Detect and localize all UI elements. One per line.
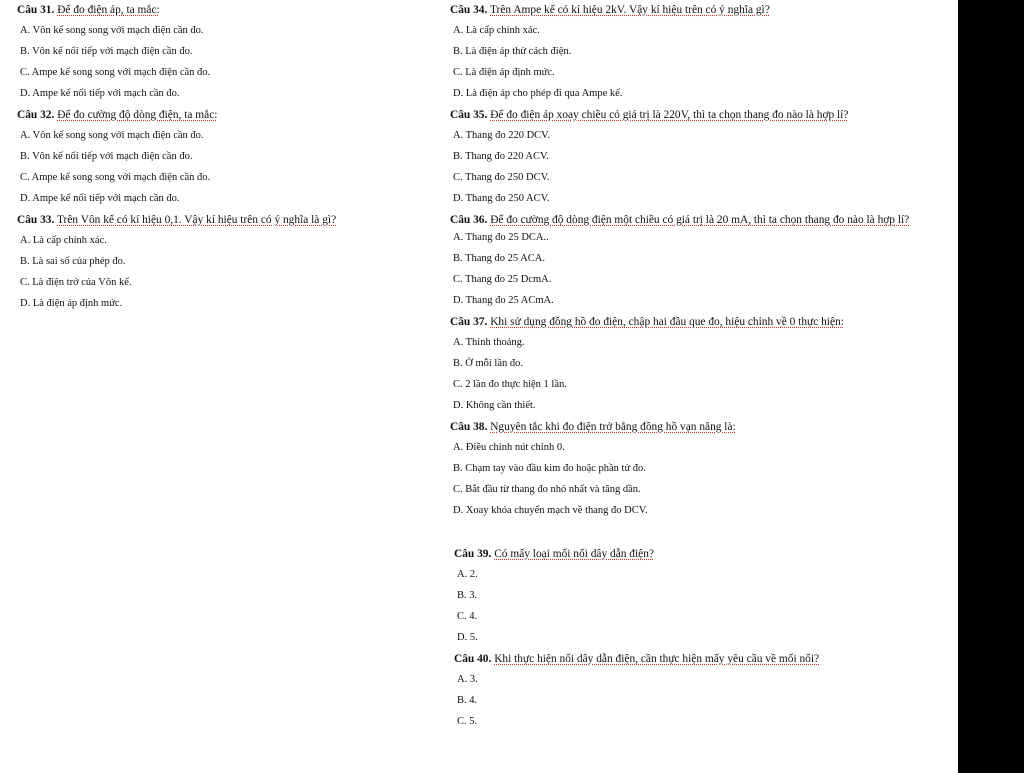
answer-option: C. 5. (457, 716, 478, 727)
answer-option: B. 4. (457, 695, 478, 706)
answer-option: C. Bắt đầu từ thang đo nhỏ nhất và tăng dần. (453, 484, 641, 495)
question-text: Khi thực hiện nối dây dẫn điện, cần thực hiện mấy yêu cầu về mối nối? (494, 653, 820, 665)
answer-option: D. Ampe kế nối tiếp với mạch cần đo. (20, 88, 180, 99)
answer-option: B. Vôn kế nối tiếp với mạch điện cần đo. (20, 151, 193, 162)
question-heading (450, 3, 950, 17)
question-number: Câu 38. (450, 421, 488, 433)
answer-option: C. Thang đo 250 DCV. (453, 172, 550, 183)
answer-option: A. Điều chỉnh nút chỉnh 0. (453, 442, 565, 453)
answer-option: A. Thang đo 25 DCA.. (453, 232, 549, 243)
answer-option: B. 3. (457, 590, 478, 601)
question-33 (17, 213, 437, 311)
right-margin-bar (958, 0, 1024, 773)
question-number: Câu 31. (17, 4, 55, 16)
answer-option: A. Vôn kế song song với mạch điện cần đo. (20, 130, 204, 141)
question-number: Câu 34. (450, 4, 488, 16)
answer-option: A. Thỉnh thoảng. (453, 337, 525, 348)
question-text: Khi sử dụng đồng hồ đo điện, chập hai đầu que đo, hiệu chỉnh về 0 thực hiện: (490, 316, 844, 328)
answer-option: C. Là điện áp định mức. (453, 67, 555, 78)
question-heading (454, 547, 950, 561)
question-heading (17, 3, 437, 17)
question-heading (450, 420, 950, 434)
question-heading (17, 108, 437, 122)
question-text: Trên Ampe kế có kí hiệu 2kV. Vậy kí hiệu trên có ý nghĩa gì? (490, 4, 770, 16)
question-text: Trên Vôn kế có kí hiệu 0,1. Vậy kí hiệu trên có ý nghĩa là gì? (57, 214, 337, 226)
left-column (17, 3, 437, 318)
answer-option: B. Thang đo 25 ACA. (453, 253, 545, 264)
question-35 (450, 108, 950, 206)
question-text: Nguyên tắc khi đo điện trở bằng đồng hồ vạn năng là: (490, 421, 736, 433)
answer-option: C. Thang đo 25 DcmA. (453, 274, 552, 285)
question-heading (454, 652, 950, 666)
answer-option: A. Là cấp chính xác. (20, 235, 107, 246)
answer-option: A. Vôn kế song song với mạch điện cần đo. (20, 25, 204, 36)
question-32 (17, 108, 437, 206)
answer-option: B. Thang đo 220 ACV. (453, 151, 549, 162)
right-column (450, 3, 950, 736)
question-34 (450, 3, 950, 101)
answer-option: A. 3. (457, 674, 478, 685)
question-39 (450, 547, 950, 645)
question-38 (450, 420, 950, 518)
answer-option: C. 4. (457, 611, 478, 622)
section-spacer (450, 525, 950, 547)
question-text: Có mấy loại mối nối dây dẫn điện? (494, 548, 654, 560)
answer-option: C. 2 lần đo thực hiện 1 lần. (453, 379, 567, 390)
question-number: Câu 40. (454, 653, 492, 665)
question-heading (450, 210, 950, 231)
answer-option: D. Thang đo 250 ACV. (453, 193, 550, 204)
question-heading (450, 315, 950, 329)
question-text: Để đo cường độ dòng điện một chiều có giá trị là 20 mA, thì ta chọn thang đo nào là hợp lí? (490, 214, 910, 226)
question-text: Để đo cường độ dòng điện, ta mắc: (57, 109, 218, 121)
question-heading (450, 108, 950, 122)
answer-option: D. Thang đo 25 ACmA. (453, 295, 554, 306)
question-number: Câu 35. (450, 109, 488, 121)
answer-option: D. 5. (457, 632, 478, 643)
answer-option: D. Không cần thiết. (453, 400, 536, 411)
question-text: Để đo điện áp, ta mắc: (57, 4, 160, 16)
answer-option: D. Là điện áp định mức. (20, 298, 123, 309)
question-text: Để đo điện áp xoay chiều có giá trị là 220V, thì ta chọn thang đo nào là hợp lí? (490, 109, 849, 121)
answer-option: D. Là điện áp cho phép đi qua Ampe kế. (453, 88, 623, 99)
answer-option: C. Ampe kế song song với mạch điện cần đo. (20, 172, 211, 183)
question-number: Câu 39. (454, 548, 492, 560)
answer-option: D. Ampe kế nối tiếp với mạch cần đo. (20, 193, 180, 204)
answer-option: B. Là điện áp thử cách điện. (453, 46, 572, 57)
answer-option: C. Là điện trở của Vôn kế. (20, 277, 132, 288)
question-heading (17, 213, 437, 227)
question-37 (450, 315, 950, 413)
answer-option: A. 2. (457, 569, 478, 580)
question-36 (450, 210, 950, 308)
answer-option: B. Chạm tay vào đầu kim đo hoặc phần tử đo. (453, 463, 646, 474)
answer-option: A. Là cấp chính xác. (453, 25, 540, 36)
question-40 (450, 652, 950, 729)
answer-option: D. Xoay khóa chuyển mạch về thang đo DCV. (453, 505, 648, 516)
question-number: Câu 33. (17, 214, 55, 226)
question-number: Câu 37. (450, 316, 488, 328)
question-31 (17, 3, 437, 101)
answer-option: A. Thang đo 220 DCV. (453, 130, 551, 141)
question-number: Câu 32. (17, 109, 55, 121)
answer-option: B. Là sai số của phép đo. (20, 256, 126, 267)
answer-option: B. Vôn kế nối tiếp với mạch điện cần đo. (20, 46, 193, 57)
answer-option: B. Ở mỗi lần đo. (453, 358, 523, 369)
question-number: Câu 36. (450, 214, 488, 226)
answer-option: C. Ampe kế song song với mạch điện cần đo. (20, 67, 211, 78)
